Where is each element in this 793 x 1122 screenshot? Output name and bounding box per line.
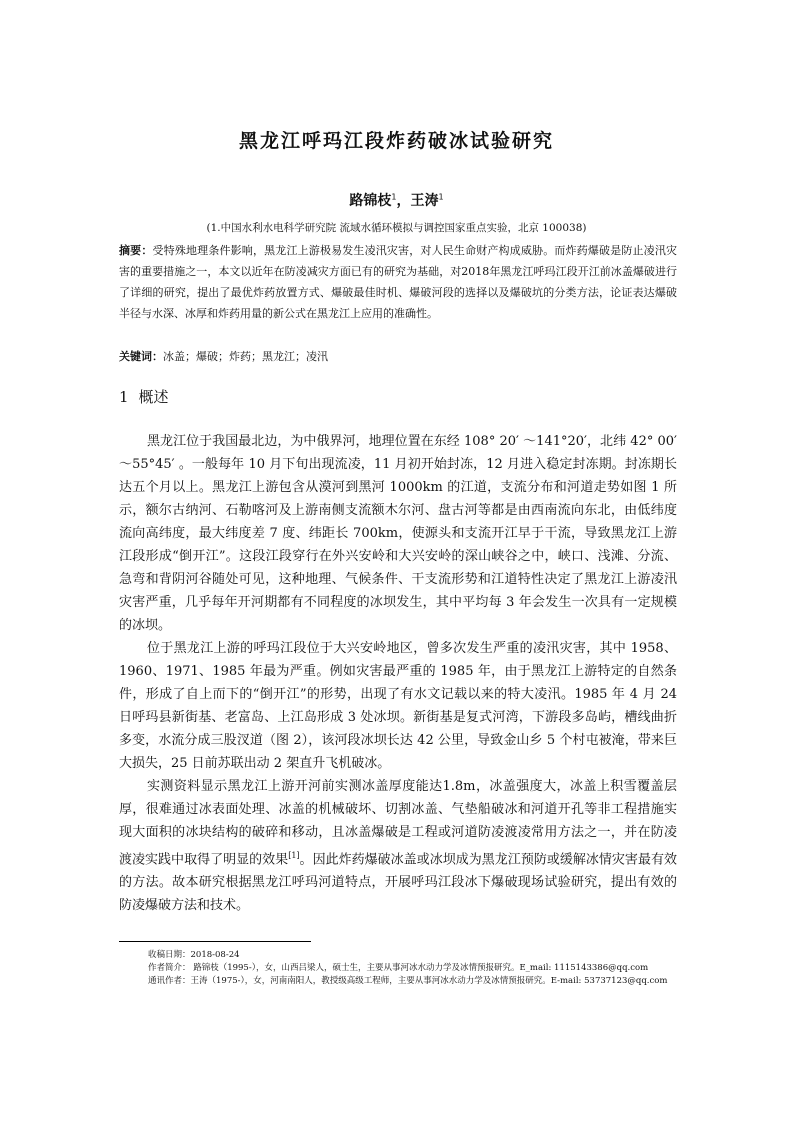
paragraph-text: 。因此炸药爆破冰盖或冰坝成为黑龙江预防或缓解冰情灾害最有效的方法。故本研究根据黑龙江呼玛河道特点，开展呼玛江段冰下爆破现场试验研究，提出有效的防凌爆破方法和技术。	[119, 852, 677, 914]
footnote-divider	[119, 941, 311, 942]
affiliation: (1.中国水利水电科学研究院 流域水循环模拟与调控国家重点实验，北京 100038)	[206, 222, 587, 234]
keywords-text: 冰盖；爆破；炸药；黑龙江；凌汛	[163, 350, 328, 363]
paragraph-text: 实测资料显示黑龙江上游开河前实测冰盖厚度能达1.8m，冰盖强度大，冰盖上积雪覆盖层厚，很难通过冰表面处理、冰盖的机械破坏、切割冰盖、气垫船破冰和河道开孔等非工程措施实现大面积的冰块结构的破碎和移动，且冰盖爆破是工程或河道防凌渡凌常用方法之一，并在防凌渡凌实践中取得了明显的效果	[119, 779, 677, 868]
abstract-text: 受特殊地理条件影响，黑龙江上游极易发生凌汛灾害，对人民生命财产构成威胁。而炸药爆破是防止凌汛灾害的重要措施之一，本文以近年在防凌减灾方面已有的研究为基础，对2018年黑龙江呼玛江段开江前冰盖爆破进行了详细的研究，提出了最优炸药放置方式、爆破最佳时机、爆破河段的选择以及爆破坑的分类方法，论证表达爆破半径与水深、冰厚和炸药用量的新公式在黑龙江上应用的准确性。	[119, 244, 678, 320]
author-bio: 作者简介： 路锦枝（1995-），女，山西吕梁人，硕士生，主要从事河冰水动力学及冰情预报研究。E_mail: 1115143386@qq.com	[148, 963, 649, 973]
section-title: 概述	[138, 388, 169, 406]
body-text	[119, 430, 677, 917]
corresponding-author: 通讯作者：王涛（1975-），女，河南南阳人，教授级高级工程师，主要从事河冰水动力学及冰情预报研究。E-mail: 53737123@qq.com	[148, 976, 668, 986]
paragraph: 位于黑龙江上游的呼玛江段位于大兴安岭地区，曾多次发生严重的凌汛灾害，其中 1958、1960、1971、1985 年最为严重。例如灾害最严重的 1985 年，由于黑龙江上游特定的自然条件，形成了自上而下的“倒开江”的形势，出现了有水文记载以来的特大凌汛。1985 年 4 月 24 日呼玛县新街基、老富岛、上江岛形成 3 处冰坝。新街基是复式河湾，下游段多岛屿，槽线曲折多变，水流分成三股汊道（图 2），该河段冰坝长达 42 公里，导致金山乡 5 个村屯被淹，带来巨大损失，25 日前苏联出动 2 架直升飞机破冰。	[119, 641, 678, 771]
affiliation-marker: 1	[438, 192, 444, 202]
keywords-label: 关键词：	[119, 350, 163, 363]
author-name: 王涛	[410, 193, 439, 209]
affiliation-marker: 1	[391, 192, 397, 202]
author-name: 路锦枝	[349, 193, 392, 209]
abstract	[119, 240, 677, 324]
author-separator: ，	[396, 193, 411, 209]
citation-ref[interactable]: [1]	[288, 851, 300, 860]
section-number: 1	[119, 388, 129, 406]
footnotes	[148, 949, 668, 988]
received-date: 收稿日期：2018-08-24	[148, 950, 240, 960]
paper-title: 黑龙江呼玛江段炸药破冰试验研究	[238, 130, 554, 152]
author-list	[0, 190, 793, 210]
section-heading	[119, 386, 169, 407]
paragraph: 黑龙江位于我国最北边，为中俄界河，地理位置在东经 108° 20′ ～141°20′，北纬 42° 00′ ～55°45′ 。一般每年 10 月下旬出现流凌，11 月初开始封冻，12 月进入稳定封冻期。封冻期长达五个月以上。黑龙江上游包含从漠河到黑河 1000km 的江道，支流分布和河道走势如图 1 所示，额尔古纳河、石勒喀河及上游南侧支流额木尔河、盘古河等都是由西南流向东北，由低纬度流向高纬度，最大纬度差 7 度、纬距长 700km，使源头和支流开江早于干流，导致黑龙江上游江段形成“倒开江”。这段江段穿行在外兴安岭和大兴安岭的深山峡谷之中，峡口、浅滩、分流、急弯和背阴河谷随处可见，这种地理、气候条件、干支流形势和江道特性决定了黑龙江上游凌汛灾害严重，几乎每年开河期都有不同程度的冰坝发生，其中平均每 3 年会发生一次具有一定规模的冰坝。	[119, 434, 677, 633]
abstract-label: 摘要：	[119, 244, 153, 257]
paragraph	[119, 775, 677, 917]
keywords	[119, 346, 677, 367]
